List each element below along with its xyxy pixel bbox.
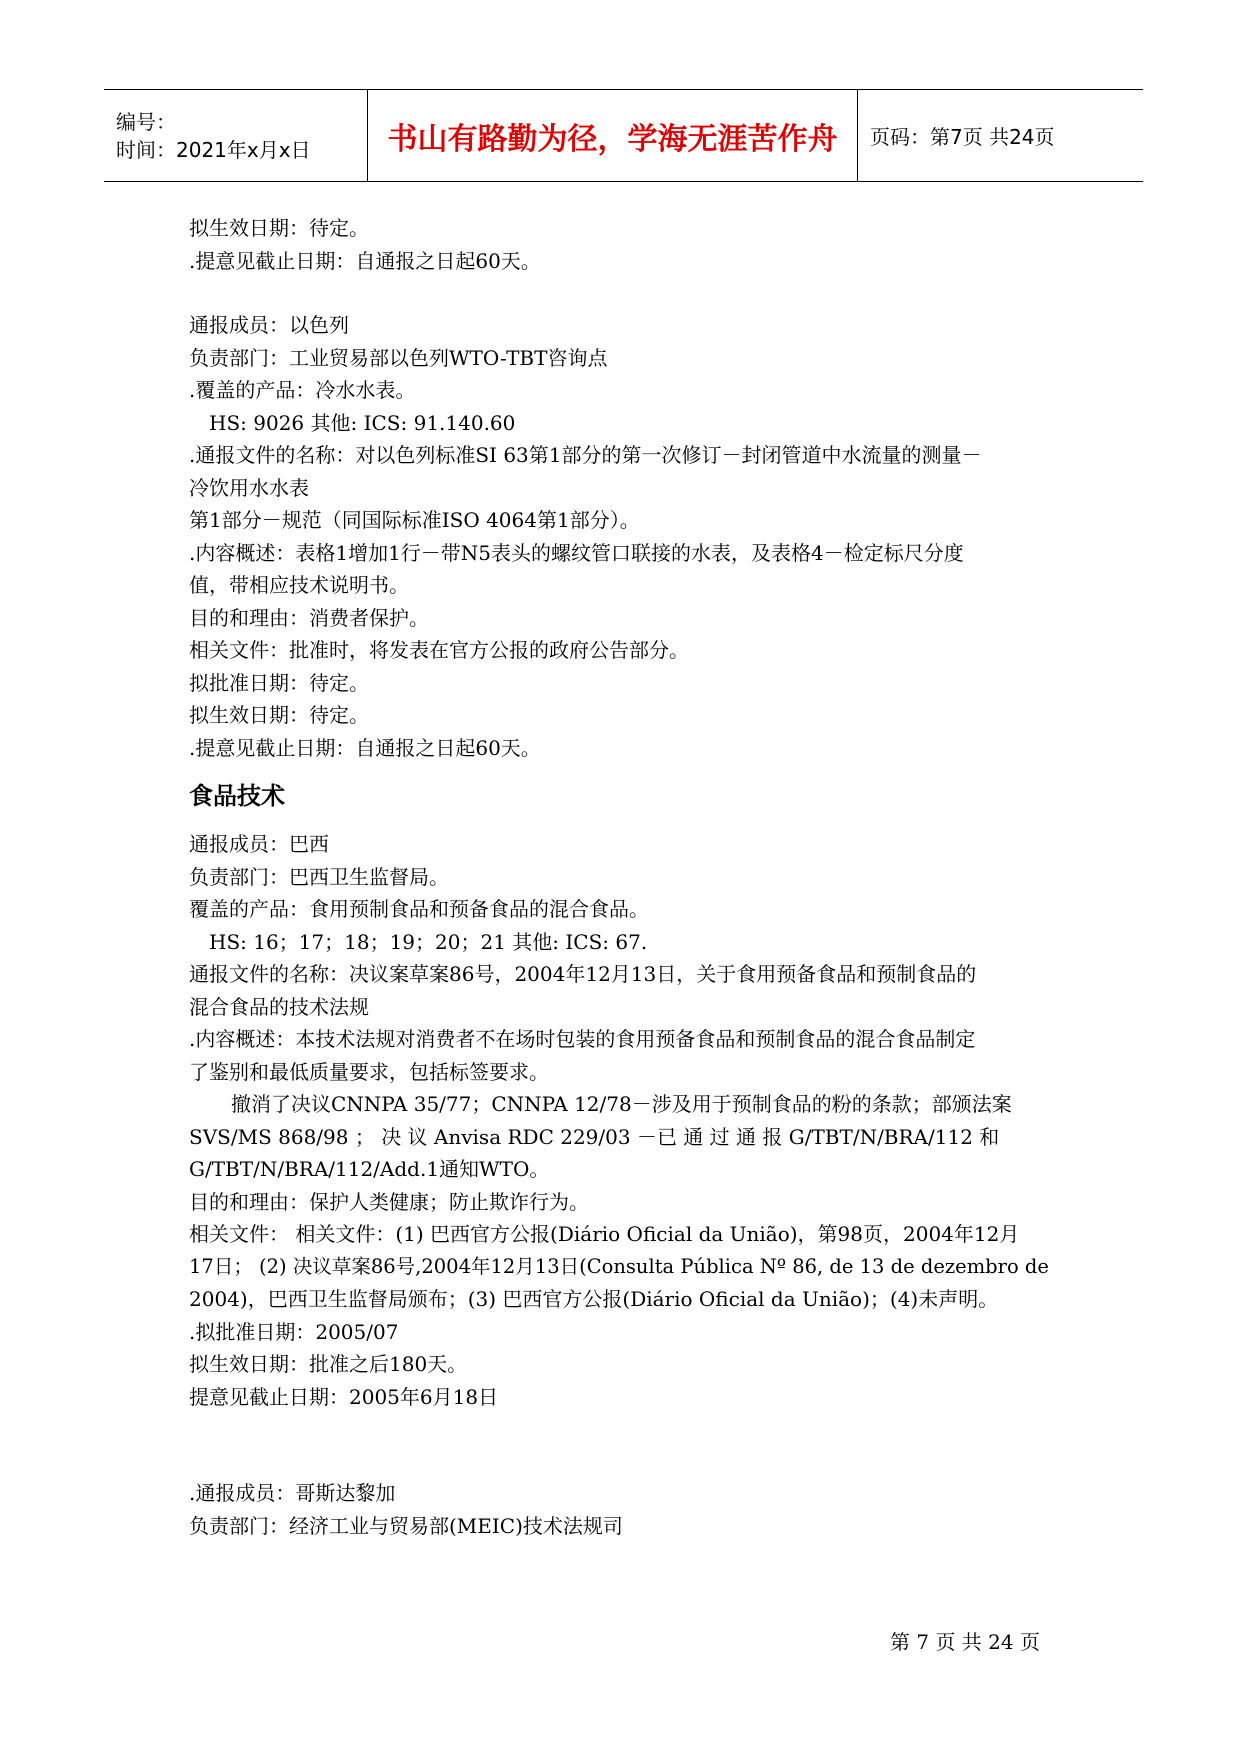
text-line: 目的和理由：消费者保护。 xyxy=(189,605,429,630)
text-line: 目的和理由：保护人类健康；防止欺诈行为。 xyxy=(189,1189,589,1214)
text-line: 相关文件： 相关文件：(1) 巴西官方公报(Diário Oficial da União)，第98页，2004年12月 xyxy=(189,1222,1020,1246)
text-line: SVS/MS 868/98 ； 决 议 Anvisa RDC 229/03 －已 通 过 通 报 G/TBT/N/BRA/112 和 xyxy=(189,1124,1000,1149)
text-line: 负责部门：巴西卫生监督局。 xyxy=(189,864,449,889)
document-body xyxy=(189,212,1059,1542)
text-line: 拟生效日期：待定。 xyxy=(189,216,369,240)
text-line: 拟批准日期：待定。 xyxy=(189,670,369,695)
text-line: 通报文件的名称：决议案草案86号，2004年12月13日，关于食用预备食品和预制食品的 xyxy=(189,962,977,986)
text-line: .提意见截止日期：自通报之日起60天。 xyxy=(189,735,541,760)
text-line: .通报文件的名称：对以色列标准SI 63第1部分的第一次修订－封闭管道中水流量的测量－ xyxy=(189,443,982,467)
text-line: HS: 16；17；18；19；20；21 其他: ICS: 67. xyxy=(209,929,648,954)
text-line: 负责部门：经济工业与贸易部(MEIC)技术法规司 xyxy=(189,1513,623,1538)
text-line: 撤消了决议CNNPA 35/77；CNNPA 12/78－涉及用于预制食品的粉的条款；部颁法案 xyxy=(231,1092,1012,1116)
text-line: .拟批准日期：2005/07 xyxy=(189,1319,399,1344)
text-line: 覆盖的产品：食用预制食品和预备食品的混合食品。 xyxy=(189,897,649,921)
time-label: 时间：2021年x月x日 xyxy=(116,137,311,162)
text-line: 值，带相应技术说明书。 xyxy=(189,573,409,597)
page-header xyxy=(104,89,1143,182)
text-line: 拟生效日期：待定。 xyxy=(189,703,369,727)
text-line: .覆盖的产品：冷水水表。 xyxy=(189,378,416,402)
section-title: 食品技术 xyxy=(189,782,285,810)
text-line: 冷饮用水水表 xyxy=(189,475,309,500)
text-line: .通报成员：哥斯达黎加 xyxy=(189,1481,396,1505)
page-footer: 第 7 页 共 24 页 xyxy=(890,1630,1040,1654)
text-line: 通报成员：以色列 xyxy=(189,313,349,337)
text-line: 拟生效日期：批准之后180天。 xyxy=(189,1352,468,1376)
text-line: .内容概述：本技术法规对消费者不在场时包装的食用预备食品和预制食品的混合食品制定 xyxy=(189,1027,976,1051)
text-line: .内容概述：表格1增加1行－带N5表头的螺纹管口联接的水表，及表格4－检定标尺分度 xyxy=(189,540,964,565)
header-left-cell xyxy=(104,90,368,181)
text-line: 提意见截止日期：2005年6月18日 xyxy=(189,1384,499,1409)
text-line: .提意见截止日期：自通报之日起60天。 xyxy=(189,248,541,273)
header-page-label: 页码：第7页 共24页 xyxy=(870,125,1055,149)
text-line: 混合食品的技术法规 xyxy=(189,994,369,1019)
text-line: 2004)，巴西卫生监督局颁布；(3) 巴西官方公报(Diário Oficial da União)；(4)未声明。 xyxy=(189,1287,999,1311)
text-line: 通报成员：巴西 xyxy=(189,832,329,856)
text-line: HS: 9026 其他: ICS: 91.140.60 xyxy=(209,410,516,435)
header-motto: 书山有路勤为径，学海无涯苦作舟 xyxy=(368,90,858,181)
text-line: 相关文件：批准时，将发表在官方公报的政府公告部分。 xyxy=(189,638,689,662)
number-label: 编号： xyxy=(116,109,176,134)
text-line: G/TBT/N/BRA/112/Add.1通知WTO。 xyxy=(189,1157,550,1181)
text-line: 负责部门：工业贸易部以色列WTO-TBT咨询点 xyxy=(189,345,608,370)
text-line: 了鉴别和最低质量要求，包括标签要求。 xyxy=(189,1059,549,1084)
text-line: 第1部分－规范（同国际标准ISO 4064第1部分）。 xyxy=(189,508,640,532)
text-line: 17日； (2) 决议草案86号,2004年12月13日(Consulta Pública Nº 86, de 13 de dezembro de xyxy=(189,1254,1049,1278)
